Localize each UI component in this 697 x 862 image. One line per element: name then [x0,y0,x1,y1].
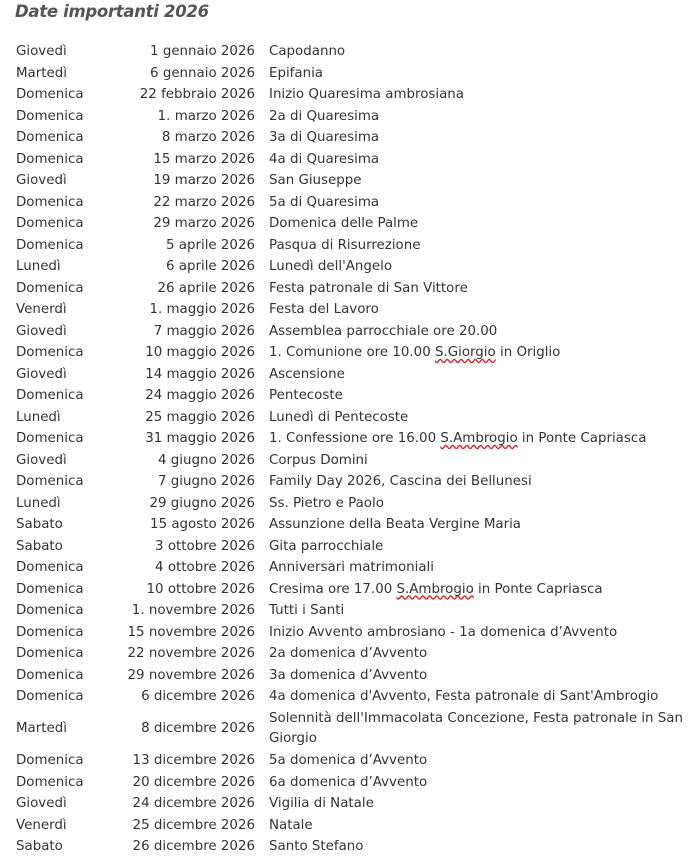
table-row [16,557,691,579]
table-row [16,836,691,858]
event-cell [255,772,691,794]
date-cell: 25 maggio 2026 [145,409,255,425]
date-cell: 10 maggio 2026 [145,345,255,360]
weekday-cell: Domenica [16,237,84,253]
table-row [16,665,691,687]
date-cell: 15 agosto 2026 [150,517,255,532]
spellcheck-flagged-word: S.Giorgio [434,345,496,360]
table-row [16,63,691,85]
date-cell: 22 marzo 2026 [153,194,255,210]
event-text: Santo Stefano [269,839,364,854]
event-text: 6a domenica d’Avvento [269,774,428,790]
weekday-cell: Giovedì [16,323,67,339]
event-text: Lunedì di Pentecoste [269,409,409,425]
weekday-cell: Domenica [16,216,84,231]
event-cell [255,815,691,837]
weekday-cell: Giovedì [16,452,67,468]
table-row [16,536,691,558]
table-row [16,514,691,536]
table-row [16,256,691,278]
date-cell: 14 maggio 2026 [145,366,255,382]
table-row [16,213,691,235]
weekday-cell: Domenica [16,388,84,403]
date-cell: 4 ottobre 2026 [155,560,255,575]
table-row [16,407,691,429]
date-cell: 19 marzo 2026 [153,173,255,188]
event-text: Assunzione della Beata Vergine Maria [269,517,522,532]
event-text: Pasqua di Risurrezione [269,237,421,253]
weekday-cell: Domenica [16,603,84,618]
date-cell: 29 novembre 2026 [127,667,255,683]
weekday-cell: Giovedì [16,44,67,59]
event-text: 3a domenica d’Avvento [269,667,428,683]
weekday-cell: Domenica [16,774,84,790]
event-text: Inizio Avvento ambrosiano - 1a domenica d’Avvento [269,624,618,640]
spellcheck-flagged-word: S.Ambrogio [396,581,474,597]
table-row [16,750,691,772]
date-cell: 8 marzo 2026 [161,130,255,145]
event-cell [255,106,691,128]
table-row [16,106,691,128]
event-text: Gita parrocchiale [269,538,384,554]
event-cell [255,342,691,364]
weekday-cell: Martedì [16,65,67,81]
event-cell [255,63,691,85]
event-text: Festa del Lavoro [269,302,379,317]
event-text-tail: in Ponte Capriasca [473,581,603,597]
date-cell: 29 giugno 2026 [149,495,255,511]
event-cell [255,793,691,815]
date-cell: 26 aprile 2026 [157,280,255,296]
event-cell [255,364,691,386]
table-row [16,471,691,493]
event-text: Family Day 2026, Cascina dei Bellunesi [269,474,532,489]
date-cell: 5 aprile 2026 [165,237,255,253]
event-text: 5a domenica d’Avvento [269,753,428,768]
event-cell [255,750,691,772]
table-row [16,643,691,665]
table-row [16,450,691,472]
event-text: Solennità dell'Immacolata Concezione, Festa patronale in San Giorgio [269,711,683,746]
weekday-cell: Sabato [16,517,63,532]
table-row [16,235,691,257]
weekday-cell: Martedì [16,721,67,736]
table-row [16,364,691,386]
weekday-cell: Domenica [16,87,84,102]
event-cell [255,149,691,171]
event-text: Lunedì dell'Angelo [269,259,393,274]
weekday-cell: Venerdì [16,302,67,317]
weekday-cell: Domenica [16,280,84,296]
date-cell: 1 gennaio 2026 [150,44,255,59]
date-cell: 26 dicembre 2026 [132,839,255,854]
date-cell: 24 dicembre 2026 [132,796,255,811]
weekday-cell: Sabato [16,839,63,854]
weekday-cell: Giovedì [16,173,67,188]
event-cell [255,450,691,472]
event-cell [255,84,691,106]
date-cell: 22 febbraio 2026 [139,87,255,102]
date-cell: 1. marzo 2026 [157,108,255,124]
weekday-cell: Domenica [16,581,84,597]
date-cell: 6 gennaio 2026 [150,65,255,81]
weekday-cell: Domenica [16,646,84,661]
event-cell [255,493,691,515]
dates-table [16,41,691,858]
event-text: 3a di Quaresima [269,130,380,145]
event-text: Corpus Domini [269,452,368,468]
table-row [16,342,691,364]
weekday-cell: Domenica [16,624,84,640]
weekday-cell: Giovedì [16,796,67,811]
event-cell [255,192,691,214]
table-row [16,321,691,343]
date-cell: 25 dicembre 2026 [132,817,255,833]
event-text: 4a di Quaresima [269,151,380,167]
weekday-cell: Domenica [16,474,84,489]
event-text: Capodanno [269,44,346,59]
weekday-cell: Domenica [16,108,84,124]
event-text: Inizio Quaresima ambrosiana [269,87,464,102]
event-cell [255,600,691,622]
event-text-tail: in Ponte Capriasca [517,431,647,446]
event-cell [255,213,691,235]
event-cell [255,557,691,579]
event-cell [255,471,691,493]
table-row [16,84,691,106]
date-cell: 15 novembre 2026 [127,624,255,640]
event-cell [255,428,691,450]
event-cell [255,299,691,321]
table-row [16,41,691,63]
weekday-cell: Domenica [16,667,84,683]
date-cell: 4 giugno 2026 [158,452,255,468]
date-cell: 7 maggio 2026 [153,323,255,339]
table-row [16,299,691,321]
dates-table-body [16,41,691,858]
event-cell [255,643,691,665]
event-cell [255,622,691,644]
date-cell: 15 marzo 2026 [153,151,255,167]
table-row [16,428,691,450]
weekday-cell: Domenica [16,194,84,210]
event-text: 1. Comunione ore 10.00 [269,345,435,360]
table-row [16,686,691,708]
event-text: Ascensione [269,366,345,382]
table-row [16,815,691,837]
date-cell: 24 maggio 2026 [145,388,255,403]
event-text: 2a di Quaresima [269,108,380,124]
event-text: 1. Confessione ore 16.00 [269,431,441,446]
date-cell: 6 dicembre 2026 [141,689,255,704]
date-cell: 3 ottobre 2026 [155,538,255,554]
event-text: Assemblea parrocchiale ore 20.00 [269,323,498,339]
date-cell: 29 marzo 2026 [153,216,255,231]
weekday-cell: Domenica [16,689,84,704]
weekday-cell: Domenica [16,130,84,145]
event-cell [255,278,691,300]
event-cell [255,536,691,558]
weekday-cell: Domenica [16,151,84,167]
weekday-cell: Sabato [16,538,63,554]
table-row [16,708,691,751]
event-cell [255,127,691,149]
weekday-cell: Domenica [16,753,84,768]
page-title: Date importanti 2026 [15,2,209,21]
weekday-cell: Domenica [16,431,84,446]
table-row [16,793,691,815]
event-text: San Giuseppe [269,173,362,188]
table-row [16,600,691,622]
event-cell [255,256,691,278]
event-cell [255,708,691,751]
table-row [16,278,691,300]
event-text-tail: in Origlio [495,345,561,360]
event-cell [255,321,691,343]
date-cell: 20 dicembre 2026 [132,774,255,790]
table-row [16,192,691,214]
date-cell: 1. maggio 2026 [149,302,255,317]
table-row [16,493,691,515]
weekday-cell: Lunedì [16,409,61,425]
weekday-cell: Domenica [16,345,84,360]
date-cell: 8 dicembre 2026 [141,721,255,736]
table-row [16,127,691,149]
event-text: 2a domenica d’Avvento [269,646,428,661]
event-text: 4a domenica d'Avvento, Festa patronale di Sant'Ambrogio [269,689,659,704]
weekday-cell: Venerdì [16,817,67,833]
event-cell [255,235,691,257]
event-cell [255,41,691,63]
date-cell: 31 maggio 2026 [145,431,255,446]
event-cell [255,836,691,858]
table-row [16,579,691,601]
event-text: Natale [269,817,313,833]
event-text: Cresima ore 17.00 [269,581,397,597]
event-cell [255,407,691,429]
event-text: Anniversari matrimoniali [269,560,435,575]
date-cell: 22 novembre 2026 [127,646,255,661]
date-cell: 13 dicembre 2026 [132,753,255,768]
table-row [16,170,691,192]
date-cell: 7 giugno 2026 [158,474,255,489]
table-row [16,622,691,644]
weekday-cell: Domenica [16,560,84,575]
event-cell [255,514,691,536]
weekday-cell: Lunedì [16,495,61,511]
table-row [16,149,691,171]
date-cell: 10 ottobre 2026 [146,581,255,597]
event-text: Epifania [269,65,324,81]
event-text: Festa patronale di San Vittore [269,280,468,296]
event-cell [255,385,691,407]
event-text: Domenica delle Palme [269,216,419,231]
table-row [16,772,691,794]
event-text: Tutti i Santi [269,603,345,618]
event-cell [255,579,691,601]
event-cell [255,665,691,687]
event-text: Pentecoste [269,388,343,403]
event-text: 5a di Quaresima [269,194,380,210]
weekday-cell: Giovedì [16,366,67,382]
event-cell [255,686,691,708]
spellcheck-flagged-word: S.Ambrogio [440,431,518,446]
event-cell [255,170,691,192]
table-row [16,385,691,407]
weekday-cell: Lunedì [16,259,61,274]
date-cell: 1. novembre 2026 [131,603,255,618]
event-text: Vigilia di Natale [269,796,374,811]
date-cell: 6 aprile 2026 [165,259,255,274]
event-text: Ss. Pietro e Paolo [269,495,384,511]
